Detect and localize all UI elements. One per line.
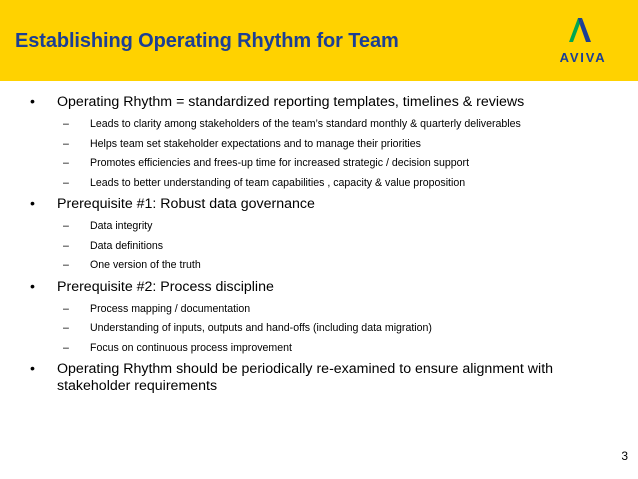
sub-item-text: Promotes efficiencies and frees-up time for increased strategic / decision support	[90, 157, 470, 169]
bullet-section-1	[30, 94, 620, 111]
bullet-section-2	[30, 196, 620, 213]
sub-item	[30, 342, 620, 355]
bullet-text: Operating Rhythm should be periodically re-examined to ensure alignment with stakeholder requirements	[57, 361, 554, 394]
dash-marker: –	[63, 341, 69, 354]
sub-item-text: Data integrity	[90, 220, 153, 232]
bullet-section-4	[30, 361, 620, 395]
dash-marker: –	[63, 220, 69, 232]
dash-marker: –	[63, 137, 69, 150]
sub-item	[30, 259, 620, 272]
sub-item-text: Data definitions	[90, 239, 164, 252]
sub-item-text: Helps team set stakeholder expectations and to manage their priorities	[90, 137, 421, 150]
bullet-text: Prerequisite #1: Robust data governance	[57, 196, 315, 212]
sub-item	[30, 220, 620, 233]
dash-marker: –	[63, 176, 69, 189]
bullet-text: Prerequisite #2: Process discipline	[57, 278, 274, 295]
bullet-marker: •	[30, 196, 35, 212]
sub-item	[30, 118, 620, 131]
bullet-list	[30, 90, 620, 402]
sub-item	[30, 138, 620, 151]
sub-item-text: One version of the truth	[90, 259, 201, 271]
sub-item	[30, 240, 620, 253]
sub-item	[30, 322, 620, 335]
dash-marker: –	[63, 118, 69, 130]
sub-item	[30, 157, 620, 170]
sub-item-text: Focus on continuous process improvement	[90, 341, 292, 354]
slide-title: Establishing Operating Rhythm for Team	[15, 30, 399, 52]
dash-marker: –	[63, 322, 69, 334]
header-bar	[0, 0, 638, 81]
aviva-logo-icon	[565, 16, 595, 44]
sub-item	[30, 303, 620, 316]
bullet-section-3	[30, 279, 620, 296]
bullet-marker: •	[30, 278, 35, 295]
sub-item-text: Process mapping / documentation	[90, 302, 251, 315]
sub-item-text: Understanding of inputs, outputs and hand-offs (including data migration)	[90, 322, 432, 334]
page-number: 3	[621, 449, 628, 463]
bullet-text: Operating Rhythm = standardized reporting templates, timelines & reviews	[57, 94, 525, 110]
dash-marker: –	[63, 157, 69, 169]
sub-item-text: Leads to better understanding of team capabilities , capacity & value proposition	[90, 176, 466, 189]
sub-item-text: Leads to clarity among stakeholders of the team’s standard monthly & quarterly deliverables	[90, 118, 521, 130]
bullet-marker: •	[30, 361, 35, 377]
aviva-logo	[543, 14, 623, 70]
bullet-marker: •	[30, 94, 35, 110]
dash-marker: –	[63, 259, 69, 271]
dash-marker: –	[63, 239, 69, 252]
logo-text: AVIVA	[559, 50, 607, 65]
sub-item	[30, 177, 620, 190]
dash-marker: –	[63, 302, 69, 315]
